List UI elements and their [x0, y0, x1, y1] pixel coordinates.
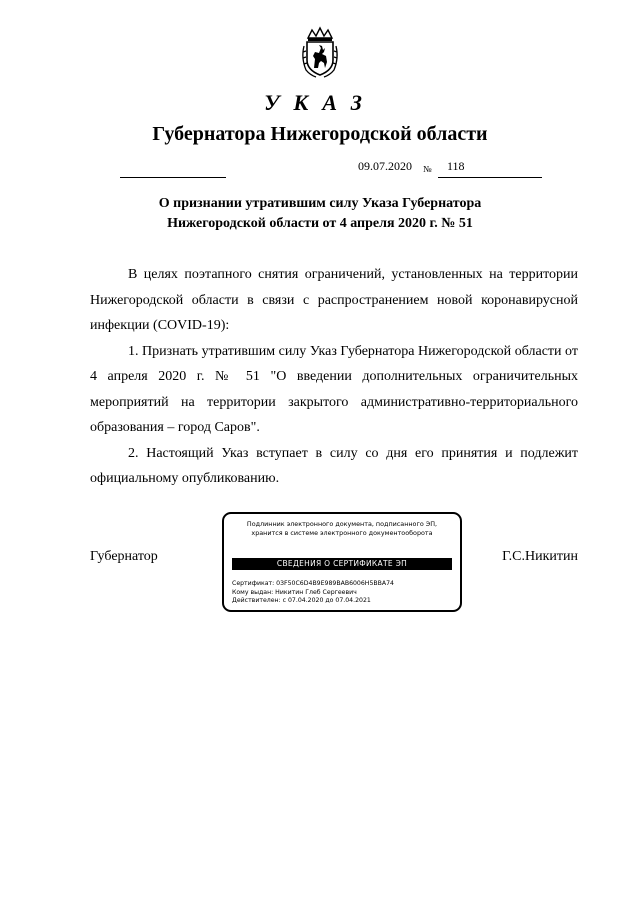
decree-number: 118 — [447, 159, 465, 173]
date-underline-left — [120, 176, 226, 178]
issuer-heading: Губернатора Нижегородской области — [152, 123, 488, 145]
decree-body — [90, 262, 578, 492]
item-2-paragraph: 2. Настоящий Указ вступает в силу со дня его принятия и подлежит официальному опубликованию. — [90, 445, 578, 486]
certificate-owner: Кому выдан: Никитин Глеб Сергеевич — [232, 588, 357, 596]
decree-title — [60, 194, 580, 234]
certificate-validity: Действителен: с 07.04.2020 до 07.04.2021 — [232, 597, 371, 604]
preamble-paragraph: В целях поэтапного снятия ограничений, установленных на территории Нижегородской области в связи с распространением новой коронавирусной инфекции (COVID-19): — [90, 267, 578, 333]
stamp-header: СВЕДЕНИЯ О СЕРТИФИКАТЕ ЭП — [232, 558, 452, 570]
number-sign: № — [423, 164, 432, 174]
signer-name: Г.С.Никитин — [502, 549, 578, 564]
decree-title-line2: Нижегородской области от 4 апреля 2020 г. № 51 — [167, 216, 473, 231]
decree-heading: УКАЗ — [264, 90, 376, 115]
e-signature-stamp — [222, 512, 462, 612]
certificate-serial: Сертификат: 03F50C6D4B9E989BAB6006H5BBA74 — [232, 580, 394, 587]
stamp-note-line2: хранится в системе электронного документооборота — [251, 529, 433, 537]
stamp-note — [230, 520, 454, 538]
number-underline — [438, 176, 542, 178]
coat-of-arms-icon — [300, 26, 340, 78]
stamp-details — [232, 580, 454, 606]
decree-title-line1: О признании утратившим силу Указа Губернатора — [158, 196, 482, 211]
signer-position: Губернатор — [90, 549, 158, 564]
decree-date: 09.07.2020 — [358, 159, 412, 173]
stamp-note-line1: Подлинник электронного документа, подписанного ЭП, — [246, 520, 438, 528]
item-1-paragraph: 1. Признать утратившим силу Указ Губернатора Нижегородской области от 4 апреля 2020 г. № 51 "О введении дополнительных ограничительных мероприятий на территории закрытого административно-территориального образования – город Саров". — [90, 343, 578, 435]
